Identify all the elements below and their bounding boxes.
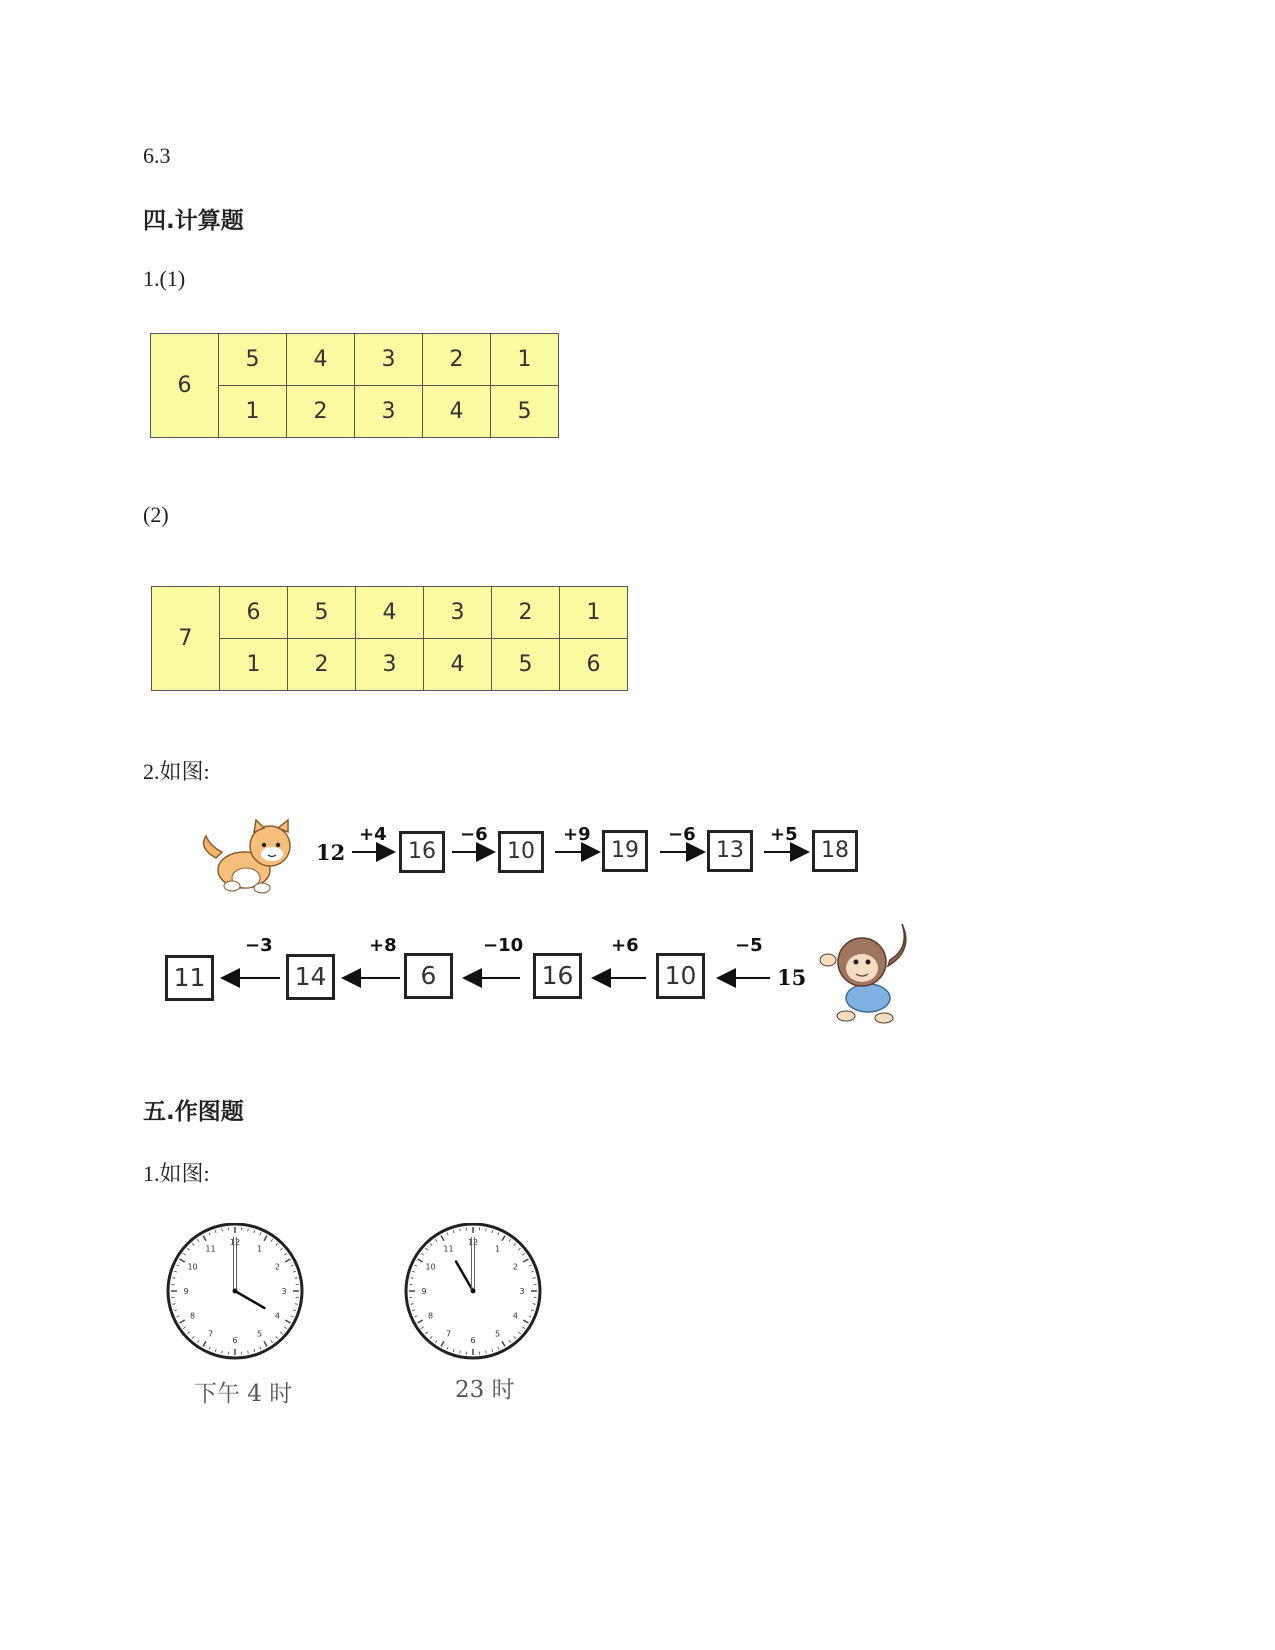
chain1-operation: −6	[460, 824, 488, 845]
clock-numeral: 5	[256, 1329, 263, 1339]
part-cell: 1	[491, 334, 559, 386]
chain2-operation: −5	[735, 935, 763, 956]
section-5-title: 五.作图题	[143, 1099, 244, 1125]
chain2-operation: −3	[245, 935, 273, 956]
clock-caption: 下午 4 时	[194, 1381, 293, 1407]
question-1-label: 1.(1)	[143, 266, 186, 291]
part-cell: 2	[287, 386, 355, 438]
part-cell: 4	[287, 334, 355, 386]
chain1-operation: +4	[359, 824, 387, 845]
clock-numeral: 7	[445, 1329, 452, 1339]
part-cell: 2	[492, 587, 560, 639]
clock-numeral: 10	[425, 1262, 436, 1272]
clock-numeral: 12	[229, 1238, 241, 1247]
chain2-operation: +6	[611, 935, 639, 956]
clock-numeral: 4	[274, 1311, 280, 1321]
chain1-operation: +5	[770, 824, 798, 845]
part-cell: 1	[560, 587, 628, 639]
chain2-operation: +8	[369, 935, 397, 956]
clock-numeral: 1	[494, 1244, 501, 1254]
clock-numeral: 6	[232, 1336, 238, 1345]
clock-caption: 23 时	[455, 1377, 515, 1403]
clock-numeral: 9	[183, 1287, 189, 1296]
chain1-result-box: 10	[498, 831, 544, 873]
question-2-label: 2.如图:	[143, 759, 210, 784]
section-4-title: 四.计算题	[143, 208, 244, 234]
chain2-result-box: 6	[404, 953, 453, 999]
part-cell: 5	[492, 639, 560, 691]
part-cell: 2	[423, 334, 491, 386]
clock-face	[163, 1223, 313, 1365]
clock-numeral: 8	[190, 1311, 196, 1321]
clock-numeral: 1	[256, 1244, 263, 1254]
chain2-result-box: 10	[656, 953, 705, 999]
clock-numeral: 11	[205, 1244, 216, 1254]
clock-numeral: 5	[494, 1329, 501, 1339]
chain1-result-box: 19	[602, 830, 648, 872]
part-cell: 5	[288, 587, 356, 639]
clock-numeral: 10	[187, 1262, 198, 1272]
clock-numeral: 8	[428, 1311, 434, 1321]
chain2-operation: −10	[483, 935, 524, 956]
clock-numeral: 4	[512, 1311, 518, 1321]
clock-numeral: 3	[519, 1287, 525, 1296]
part-cell: 4	[356, 587, 424, 639]
whole-number-cell: 6	[151, 334, 219, 438]
part-cell: 3	[355, 334, 423, 386]
part-cell: 4	[423, 386, 491, 438]
chain1-operation: −6	[668, 824, 696, 845]
chain1-operation: +9	[563, 824, 591, 845]
chain1-start-number: 12	[316, 840, 346, 865]
part-cell: 5	[219, 334, 287, 386]
question-1-part-2-label: (2)	[143, 502, 169, 527]
previous-answer: 6.3	[143, 143, 171, 168]
part-cell: 6	[220, 587, 288, 639]
chain1-result-box: 18	[812, 830, 858, 872]
clock-numeral: 2	[274, 1262, 280, 1272]
clock-numeral: 3	[281, 1287, 287, 1296]
clock-center	[471, 1289, 476, 1294]
part-cell: 4	[424, 639, 492, 691]
chain2-result-box: 14	[286, 954, 335, 1000]
clock-numeral: 12	[467, 1238, 479, 1247]
part-cell: 3	[355, 386, 423, 438]
clock-numeral: 11	[443, 1244, 454, 1254]
whole-number-cell: 7	[152, 587, 220, 691]
chain2-start-number: 15	[777, 965, 807, 990]
part-cell: 5	[491, 386, 559, 438]
chain2-result-box: 11	[165, 955, 214, 1001]
clock-numeral: 6	[470, 1336, 476, 1345]
part-cell: 3	[424, 587, 492, 639]
clock-numeral: 7	[207, 1329, 214, 1339]
part-cell: 6	[560, 639, 628, 691]
chain2-result-box: 16	[533, 953, 582, 999]
part-cell: 3	[356, 639, 424, 691]
part-cell: 1	[220, 639, 288, 691]
question-1-label: 1.如图:	[143, 1161, 210, 1186]
chain1-result-box: 13	[707, 830, 753, 872]
clock-numeral: 2	[512, 1262, 518, 1272]
part-cell: 2	[288, 639, 356, 691]
clock-face	[401, 1223, 551, 1365]
chain1-result-box: 16	[399, 831, 445, 873]
part-cell: 1	[219, 386, 287, 438]
clock-numeral: 9	[421, 1287, 427, 1296]
clock-center	[233, 1289, 238, 1294]
